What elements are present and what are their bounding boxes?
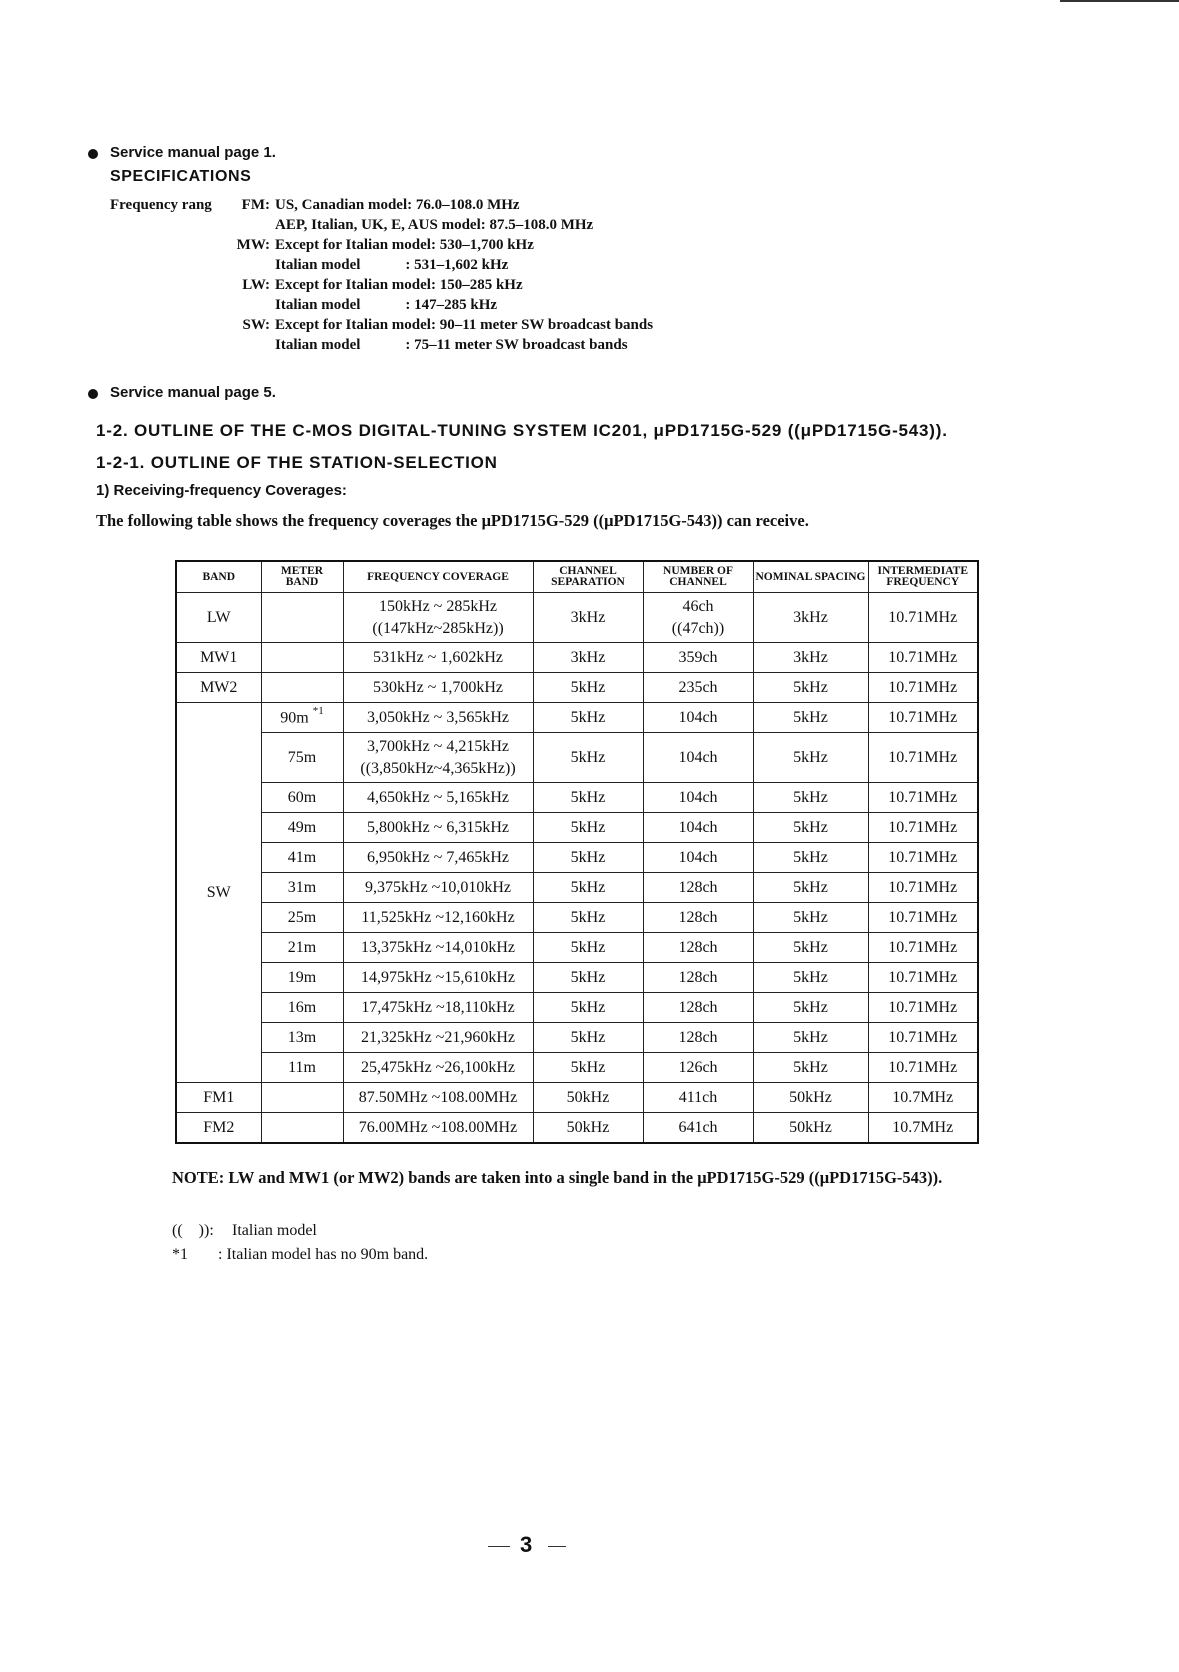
- spacing-cell: 5kHz: [753, 783, 868, 813]
- freq-cell: 25,475kHz ~26,100kHz: [343, 1053, 533, 1083]
- spec-line: Italian model : 75–11 meter SW broadcast bands: [275, 337, 628, 353]
- freq-cell: 17,475kHz ~18,110kHz: [343, 993, 533, 1023]
- freq-value: 150kHz ~ 285kHz: [379, 597, 497, 615]
- num-cell: 104ch: [643, 843, 753, 873]
- spec-line: Italian model : 147–285 kHz: [275, 297, 498, 313]
- column-header: FREQUENCY COVERAGE: [343, 561, 533, 593]
- meter-cell: [261, 1113, 343, 1144]
- freq-cell: 21,325kHz ~21,960kHz: [343, 1023, 533, 1053]
- sep-cell: 3kHz: [533, 643, 643, 673]
- num-cell: 128ch: [643, 1023, 753, 1053]
- if-cell: 10.71MHz: [868, 843, 978, 873]
- spacing-cell: 5kHz: [753, 873, 868, 903]
- num-cell: 128ch: [643, 873, 753, 903]
- num-cell: 104ch: [643, 703, 753, 733]
- table-row: [176, 993, 978, 1023]
- spacing-cell: 3kHz: [753, 593, 868, 643]
- freq-cell: 6,950kHz ~ 7,465kHz: [343, 843, 533, 873]
- coverages-subtitle: 1) Receiving-frequency Coverages:: [96, 482, 347, 499]
- spec-line: AEP, Italian, UK, E, AUS model: 87.5–108.0 MHz: [275, 217, 594, 233]
- spacing-cell: 50kHz: [753, 1083, 868, 1113]
- column-header: CHANNEL SEPARATION: [533, 561, 643, 593]
- table-row: [176, 1023, 978, 1053]
- station-selection-title: 1-2-1. OUTLINE OF THE STATION-SELECTION: [96, 453, 498, 472]
- freq-cell: 9,375kHz ~10,010kHz: [343, 873, 533, 903]
- freq-cell: 11,525kHz ~12,160kHz: [343, 903, 533, 933]
- spacing-cell: 5kHz: [753, 843, 868, 873]
- table-row: [176, 1083, 978, 1113]
- column-header: NOMINAL SPACING: [753, 561, 868, 593]
- sep-cell: 5kHz: [533, 733, 643, 783]
- spec-line: US, Canadian model: 76.0–108.0 MHz: [275, 197, 520, 213]
- freq-cell: [343, 733, 533, 783]
- if-cell: 10.71MHz: [868, 933, 978, 963]
- table-row: [176, 963, 978, 993]
- meter-cell: [261, 673, 343, 703]
- table-row: [176, 933, 978, 963]
- num-italian: ((47ch)): [671, 619, 725, 637]
- column-header: NUMBER OF CHANNEL: [643, 561, 753, 593]
- if-cell: 10.71MHz: [868, 593, 978, 643]
- column-header: INTERMEDIATE FREQUENCY: [868, 561, 978, 593]
- num-cell: 128ch: [643, 903, 753, 933]
- num-cell: 641ch: [643, 1113, 753, 1144]
- freq-cell: 530kHz ~ 1,700kHz: [343, 673, 533, 703]
- sep-cell: 5kHz: [533, 673, 643, 703]
- num-cell: 128ch: [643, 993, 753, 1023]
- sep-cell: 5kHz: [533, 1023, 643, 1053]
- meter-cell: [261, 593, 343, 643]
- table-row: [176, 1113, 978, 1144]
- meter-cell: 13m: [261, 1023, 343, 1053]
- if-cell: 10.7MHz: [868, 1113, 978, 1144]
- band-cell: FM1: [176, 1083, 261, 1113]
- meter-cell: 25m: [261, 903, 343, 933]
- column-header: METER BAND: [261, 561, 343, 593]
- num-cell: 128ch: [643, 933, 753, 963]
- sep-cell: 3kHz: [533, 593, 643, 643]
- sep-cell: 5kHz: [533, 703, 643, 733]
- num-cell: 104ch: [643, 813, 753, 843]
- spec-line: Except for Italian model: 530–1,700 kHz: [275, 237, 534, 253]
- meter-cell: [261, 703, 343, 733]
- freq-cell: 76.00MHz ~108.00MHz: [343, 1113, 533, 1144]
- outline-title: 1-2. OUTLINE OF THE C-MOS DIGITAL-TUNING SYSTEM IC201, μPD1715G-529 ((μPD1715G-543)).: [96, 421, 948, 440]
- sep-cell: 5kHz: [533, 813, 643, 843]
- spec-band: FM:: [241, 197, 270, 213]
- spacing-cell: 5kHz: [753, 813, 868, 843]
- if-cell: 10.71MHz: [868, 903, 978, 933]
- freq-cell: 4,650kHz ~ 5,165kHz: [343, 783, 533, 813]
- footnote-key: (( )):: [172, 1222, 214, 1239]
- num-cell: 126ch: [643, 1053, 753, 1083]
- spec-band: LW:: [242, 277, 270, 293]
- meter-cell: 41m: [261, 843, 343, 873]
- page-number-dash: [488, 1546, 510, 1547]
- table-note: NOTE: LW and MW1 (or MW2) bands are taken into a single band in the μPD1715G-529 ((μPD1715G-543)).: [172, 1168, 943, 1187]
- num-cell: 104ch: [643, 733, 753, 783]
- sep-cell: 5kHz: [533, 873, 643, 903]
- spacing-cell: 3kHz: [753, 643, 868, 673]
- meter-cell: 31m: [261, 873, 343, 903]
- if-cell: 10.71MHz: [868, 643, 978, 673]
- table-row: [176, 733, 978, 783]
- freq-cell: [343, 593, 533, 643]
- spacing-cell: 5kHz: [753, 1053, 868, 1083]
- sep-cell: 5kHz: [533, 783, 643, 813]
- freq-cell: 14,975kHz ~15,610kHz: [343, 963, 533, 993]
- footnote-text: : Italian model has no 90m band.: [218, 1246, 429, 1263]
- spacing-cell: 5kHz: [753, 1023, 868, 1053]
- spec-band: SW:: [242, 317, 270, 333]
- footnote-mark: *1: [312, 705, 324, 718]
- num-value: 46ch: [682, 597, 714, 615]
- intro-text: The following table shows the frequency coverages the μPD1715G-529 ((μPD1715G-543)) can receive.: [96, 511, 809, 530]
- table-row: [176, 1053, 978, 1083]
- table-row: [176, 813, 978, 843]
- sep-cell: 50kHz: [533, 1113, 643, 1144]
- table-row: [176, 873, 978, 903]
- meter-cell: 60m: [261, 783, 343, 813]
- spacing-cell: 50kHz: [753, 1113, 868, 1144]
- spec-line: Except for Italian model: 90–11 meter SW broadcast bands: [275, 317, 654, 333]
- meter-cell: 49m: [261, 813, 343, 843]
- sep-cell: 5kHz: [533, 843, 643, 873]
- spec-label: Frequency rang: [110, 197, 212, 213]
- meter-cell: [261, 643, 343, 673]
- meter-cell: [261, 1083, 343, 1113]
- band-cell: FM2: [176, 1113, 261, 1144]
- if-cell: 10.71MHz: [868, 963, 978, 993]
- spec-line: Except for Italian model: 150–285 kHz: [275, 277, 523, 293]
- freq-value: 3,700kHz ~ 4,215kHz: [367, 737, 509, 755]
- num-cell: 411ch: [643, 1083, 753, 1113]
- if-cell: 10.71MHz: [868, 733, 978, 783]
- spacing-cell: 5kHz: [753, 703, 868, 733]
- bullet-icon: [88, 149, 98, 159]
- meter-cell: 21m: [261, 933, 343, 963]
- spec-title: SPECIFICATIONS: [110, 168, 252, 185]
- freq-cell: 3,050kHz ~ 3,565kHz: [343, 703, 533, 733]
- if-cell: 10.71MHz: [868, 673, 978, 703]
- freq-cell: 87.50MHz ~108.00MHz: [343, 1083, 533, 1113]
- table-row: [176, 643, 978, 673]
- band-cell: LW: [176, 593, 261, 643]
- meter-cell: 16m: [261, 993, 343, 1023]
- band-cell-sw: SW: [176, 703, 261, 1083]
- num-cell: 104ch: [643, 783, 753, 813]
- if-cell: 10.71MHz: [868, 783, 978, 813]
- footnote-key: *1: [172, 1246, 188, 1263]
- if-cell: 10.71MHz: [868, 1053, 978, 1083]
- table-row: [176, 673, 978, 703]
- if-cell: 10.7MHz: [868, 1083, 978, 1113]
- meter-cell: 19m: [261, 963, 343, 993]
- footnote-text: Italian model: [232, 1222, 317, 1239]
- freq-cell: 5,800kHz ~ 6,315kHz: [343, 813, 533, 843]
- meter-value: 90m: [280, 709, 309, 727]
- top-rule: [1060, 0, 1179, 2]
- if-cell: 10.71MHz: [868, 993, 978, 1023]
- section-heading-page5: Service manual page 5.: [110, 384, 276, 401]
- meter-cell: 75m: [261, 733, 343, 783]
- bullet-icon: [88, 389, 98, 399]
- if-cell: 10.71MHz: [868, 873, 978, 903]
- sep-cell: 50kHz: [533, 1083, 643, 1113]
- band-cell: MW2: [176, 673, 261, 703]
- band-cell: MW1: [176, 643, 261, 673]
- num-cell: 235ch: [643, 673, 753, 703]
- table-header-row: [176, 561, 978, 593]
- spec-line: Italian model : 531–1,602 kHz: [275, 257, 509, 273]
- if-cell: 10.71MHz: [868, 813, 978, 843]
- sep-cell: 5kHz: [533, 933, 643, 963]
- spacing-cell: 5kHz: [753, 903, 868, 933]
- table-row: [176, 783, 978, 813]
- sep-cell: 5kHz: [533, 993, 643, 1023]
- table-row: [176, 843, 978, 873]
- spec-band: MW:: [236, 237, 270, 253]
- frequency-coverage-table: [175, 560, 979, 1144]
- spacing-cell: 5kHz: [753, 673, 868, 703]
- sep-cell: 5kHz: [533, 1053, 643, 1083]
- spacing-cell: 5kHz: [753, 933, 868, 963]
- table-row: [176, 903, 978, 933]
- table-row: [176, 593, 978, 643]
- column-header: BAND: [176, 561, 261, 593]
- num-cell: 359ch: [643, 643, 753, 673]
- freq-italian: ((3,850kHz~4,365kHz)): [360, 759, 516, 777]
- sep-cell: 5kHz: [533, 963, 643, 993]
- freq-cell: 531kHz ~ 1,602kHz: [343, 643, 533, 673]
- freq-italian: ((147kHz~285kHz)): [372, 619, 504, 637]
- if-cell: 10.71MHz: [868, 1023, 978, 1053]
- freq-cell: 13,375kHz ~14,010kHz: [343, 933, 533, 963]
- spacing-cell: 5kHz: [753, 993, 868, 1023]
- page-number-dash: [548, 1546, 566, 1547]
- spacing-cell: 5kHz: [753, 733, 868, 783]
- meter-cell: 11m: [261, 1053, 343, 1083]
- sep-cell: 5kHz: [533, 903, 643, 933]
- section-heading-page1: Service manual page 1.: [110, 144, 276, 161]
- table-row: [176, 703, 978, 733]
- spacing-cell: 5kHz: [753, 963, 868, 993]
- num-cell: 128ch: [643, 963, 753, 993]
- page-number: 3: [520, 1532, 533, 1557]
- if-cell: 10.71MHz: [868, 703, 978, 733]
- num-cell: [643, 593, 753, 643]
